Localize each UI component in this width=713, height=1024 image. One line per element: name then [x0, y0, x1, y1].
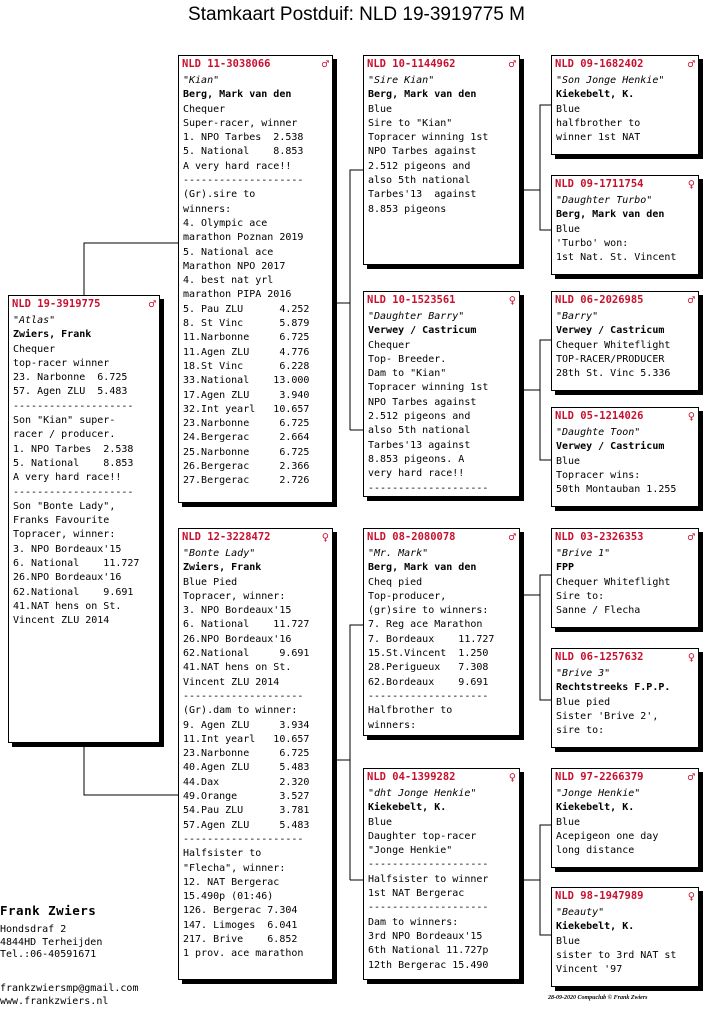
card-line: 57. Agen ZLU 5.483 [13, 386, 128, 398]
card-line: Topracer, winner: [13, 529, 116, 541]
card-line: racer / producer. [13, 429, 116, 441]
card-line: -------------------- [13, 486, 134, 498]
card-line: Blue [556, 223, 581, 235]
ring-number: NLD 10-1523561 [367, 293, 456, 306]
card-line: Halfsister to [183, 848, 262, 860]
sex-icon: ♂ [687, 769, 695, 784]
ring-number-row [552, 769, 698, 785]
card-line: -------------------- [13, 400, 134, 412]
pigeon-name: "Bonte Lady" [183, 548, 256, 559]
card-body [552, 424, 698, 497]
sex-icon: ♀ [687, 176, 695, 191]
sex-icon: ♂ [148, 296, 156, 311]
card-line: -------------------- [183, 175, 304, 187]
sex-icon: ♂ [687, 292, 695, 307]
ring-number-row [364, 529, 519, 545]
card-line: 62.Bordeaux 9.691 [368, 676, 489, 688]
card-line: NPO Tarbes against [368, 396, 477, 408]
card-line: Blue Pied [183, 576, 238, 588]
card-line: 6. National 11.727 [183, 619, 310, 631]
ring-number-row [552, 529, 698, 545]
card-line: 28.Perigueux 7.308 [368, 662, 489, 674]
owner-name: Kiekebelt, K. [556, 802, 635, 814]
sex-icon: ♂ [321, 56, 329, 71]
sex-icon: ♀ [321, 529, 329, 544]
card-line: Tarbes'13 against [368, 189, 477, 201]
owner-name: Berg, Mark van den [556, 209, 665, 221]
sex-icon: ♂ [508, 56, 516, 71]
ring-number-row [552, 56, 698, 72]
card-line: 5. National 8.853 [13, 457, 134, 469]
pedigree-card-sss [551, 55, 699, 155]
card-line: -------------------- [368, 690, 489, 702]
owner-name: FPP [556, 562, 575, 574]
card-line: 40.Agen ZLU 5.483 [183, 762, 310, 774]
breeder-phone: Tel.:06-40591671 [0, 949, 97, 961]
card-line: 1st NAT Bergerac [368, 888, 465, 900]
card-line: Son "Kian" super- [13, 415, 116, 427]
card-line: Sire to: [556, 590, 605, 602]
pedigree-card-ssd [551, 175, 699, 275]
card-line: marathon PIPA 2016 [183, 289, 292, 301]
card-line: 3. NPO Bordeaux'15 [183, 605, 292, 617]
pedigree-card-dds [551, 768, 699, 868]
pigeon-name: "Daughte Toon" [556, 427, 641, 438]
owner-name: Verwey / Castricum [556, 325, 665, 337]
card-line: Halfsister to winner [368, 873, 489, 885]
owner-name: Zwiers, Frank [13, 329, 92, 341]
pigeon-name: "Jonge Henkie" [556, 788, 641, 799]
card-line: winner 1st NAT [556, 132, 641, 144]
card-body [552, 785, 698, 858]
pedigree-card-ss [363, 55, 520, 265]
card-line: Super-racer, winner [183, 117, 298, 129]
ring-number: NLD 98-1947989 [555, 889, 644, 902]
owner-name: Kiekebelt, K. [556, 89, 635, 101]
card-line: A very hard race!! [13, 472, 122, 484]
card-line: 5. National 8.853 [183, 146, 304, 158]
card-line: 3rd NPO Bordeaux'15 [368, 930, 483, 942]
card-line: Marathon NPO 2017 [183, 260, 286, 272]
ring-number: NLD 03-2326353 [555, 530, 644, 543]
ring-number: NLD 09-1682402 [555, 57, 644, 70]
card-line: -------------------- [368, 859, 489, 871]
card-line: 6th National 11.727p [368, 945, 489, 957]
ring-number-row [179, 529, 332, 545]
ring-number: NLD 06-1257632 [555, 650, 644, 663]
card-line: 23. Narbonne 6.725 [13, 372, 128, 384]
card-line: Blue [368, 103, 393, 115]
card-line: A very hard race!! [183, 160, 292, 172]
ring-number: NLD 04-1399282 [367, 770, 456, 783]
card-line: Franks Favourite [13, 515, 110, 527]
card-line: Chequer Whiteflight [556, 576, 671, 588]
card-line: 7. Reg ace Marathon [368, 619, 483, 631]
card-line: long distance [556, 845, 635, 857]
ring-number-row [552, 176, 698, 192]
card-line: 15.St.Vincent 1.250 [368, 648, 489, 660]
ring-number: NLD 06-2026985 [555, 293, 644, 306]
card-line: 'Turbo' won: [556, 237, 629, 249]
pigeon-name: "Beauty" [556, 907, 605, 918]
card-line: 49.Orange 3.527 [183, 791, 310, 803]
card-line: Halfbrother to [368, 705, 453, 717]
ring-number-row [179, 56, 332, 72]
card-line: Blue pied [556, 696, 611, 708]
ring-number: NLD 08-2080078 [367, 530, 456, 543]
card-line: (gr)sire to winners: [368, 605, 489, 617]
card-line: 33.National 13.000 [183, 375, 310, 387]
pedigree-card-sd [363, 291, 520, 497]
card-line: 2.512 pigeons and [368, 411, 471, 423]
card-line: halfbrother to [556, 117, 641, 129]
card-line: 1st Nat. St. Vincent [556, 252, 677, 264]
card-line: 1. NPO Tarbes 2.538 [183, 132, 304, 144]
ring-number-row [552, 649, 698, 665]
card-line: 11.Int yearl 10.657 [183, 733, 310, 745]
pedigree-card-sds [551, 291, 699, 391]
card-line: 2.512 pigeons and [368, 160, 471, 172]
ring-number: NLD 19-3919775 [12, 297, 101, 310]
pedigree-card-dss [551, 528, 699, 628]
card-line: 41.NAT hens on St. [13, 600, 122, 612]
ring-number-row [364, 769, 519, 785]
card-line: Cheq pied [368, 576, 423, 588]
card-line: 126. Bergerac 7.304 [183, 905, 298, 917]
card-line: Vincent ZLU 2014 [183, 676, 280, 688]
card-line: marathon Poznan 2019 [183, 232, 304, 244]
card-line: Sanne / Flecha [556, 605, 641, 617]
card-line: Topracer winning 1st [368, 382, 489, 394]
card-line: Sister 'Brive 2', [556, 710, 659, 722]
card-line: 26.NPO Bordeaux'16 [13, 572, 122, 584]
card-line: 17.Agen ZLU 3.940 [183, 389, 310, 401]
ring-number: NLD 05-1214026 [555, 409, 644, 422]
card-line: Topracer winning 1st [368, 132, 489, 144]
card-line: 217. Brive 6.852 [183, 934, 298, 946]
breeder-address-line: 4844HD Terheijden [0, 936, 103, 948]
card-line: 1 prov. ace marathon [183, 948, 304, 960]
card-body [179, 72, 332, 489]
card-line: "Jonge Henkie" [368, 845, 453, 857]
sex-icon: ♀ [508, 292, 516, 307]
owner-name: Zwiers, Frank [183, 562, 262, 574]
card-line: Top-producer, [368, 590, 447, 602]
card-line: "Flecha", winner: [183, 862, 286, 874]
card-line: -------------------- [368, 902, 489, 914]
card-body [364, 545, 519, 733]
pigeon-name: "Brive 3" [556, 668, 611, 679]
pedigree-card-dam [178, 528, 333, 980]
pedigree-card-dsd [551, 648, 699, 748]
card-line: 28th St. Vinc 5.336 [556, 368, 671, 380]
card-line: top-racer winner [13, 357, 110, 369]
ring-number-row [552, 292, 698, 308]
card-line: 54.Pau ZLU 3.781 [183, 805, 310, 817]
pigeon-name: "Sire Kian" [368, 75, 435, 86]
ring-number-row [364, 56, 519, 72]
card-line: Vincent ZLU 2014 [13, 615, 110, 627]
card-line: Chequer [183, 103, 226, 115]
card-line: Acepigeon one day [556, 830, 659, 842]
card-line: sister to 3rd NAT st [556, 949, 677, 961]
card-line: TOP-RACER/PRODUCER [556, 353, 665, 365]
pigeon-name: "Daughter Turbo" [556, 195, 653, 206]
card-body [552, 904, 698, 977]
card-line: 41.NAT hens on St. [183, 662, 292, 674]
card-line: Vincent '97 [556, 964, 623, 976]
sex-icon: ♀ [508, 769, 516, 784]
card-line: Chequer Whiteflight [556, 339, 671, 351]
card-line: 5. Pau ZLU 4.252 [183, 303, 310, 315]
card-line: 62.National 9.691 [183, 648, 310, 660]
pigeon-name: "Brive 1" [556, 548, 611, 559]
card-line: Son "Bonte Lady", [13, 500, 116, 512]
owner-name: Kiekebelt, K. [556, 921, 635, 933]
card-line: Sire to "Kian" [368, 117, 453, 129]
card-body [552, 192, 698, 265]
card-line: 57.Agen ZLU 5.483 [183, 819, 310, 831]
card-line: 26.NPO Bordeaux'16 [183, 633, 292, 645]
card-line: sire to: [556, 725, 605, 737]
card-body [552, 72, 698, 145]
pedigree-card-sire [178, 55, 333, 503]
card-line: 7. Bordeaux 11.727 [368, 633, 495, 645]
card-line: -------------------- [368, 482, 489, 494]
card-line: 11.Agen ZLU 4.776 [183, 346, 310, 358]
ring-number-row [9, 296, 159, 312]
card-line: Blue [556, 816, 581, 828]
pigeon-name: "Barry" [556, 311, 599, 322]
page-title: Stamkaart Postduif: NLD 19-3919775 M [188, 4, 525, 25]
card-line: 3. NPO Bordeaux'15 [13, 543, 122, 555]
sex-icon: ♂ [687, 56, 695, 71]
owner-name: Kiekebelt, K. [368, 802, 447, 814]
card-line: winners: [368, 719, 417, 731]
card-line: (Gr).dam to winner: [183, 705, 298, 717]
card-line: 12th Bergerac 15.490 [368, 959, 489, 971]
card-line: 25.Narbonne 6.725 [183, 446, 310, 458]
card-line: 11.Narbonne 6.725 [183, 332, 310, 344]
pigeon-name: "Kian" [183, 75, 220, 86]
owner-name: Berg, Mark van den [368, 89, 477, 101]
card-line: 4. best nat yrl [183, 275, 274, 287]
ring-number-row [364, 292, 519, 308]
breeder-email[interactable]: frankzwiersmp@gmail.com [0, 983, 139, 994]
card-body [179, 545, 332, 962]
card-line: 4. Olympic ace [183, 217, 268, 229]
sex-icon: ♂ [687, 529, 695, 544]
pigeon-name: "Atlas" [13, 315, 56, 326]
card-line: 18.St Vinc 6.228 [183, 360, 310, 372]
card-line: -------------------- [183, 833, 304, 845]
card-line: NPO Tarbes against [368, 146, 477, 158]
ring-number: NLD 09-1711754 [555, 177, 644, 190]
pedigree-card-sdd [551, 407, 699, 507]
card-line: also 5th national [368, 425, 471, 437]
card-body [9, 312, 159, 629]
card-line: 15.490p (01:46) [183, 891, 274, 903]
card-line: 5. National ace [183, 246, 274, 258]
breeder-address-line: Hondsdraf 2 [0, 923, 67, 935]
pedigree-card-ds [363, 528, 520, 736]
footer-credit: 28-09-2020 Compuclub © Frank Zwiers [548, 995, 648, 1001]
card-line: Blue [556, 455, 581, 467]
card-line: Topracer wins: [556, 469, 641, 481]
card-line: Dam to "Kian" [368, 368, 447, 380]
ring-number: NLD 11-3038066 [182, 57, 271, 70]
card-line: 32.Int yearl 10.657 [183, 403, 310, 415]
pedigree-card-ddd [551, 887, 699, 987]
card-line: 50th Montauban 1.255 [556, 484, 677, 496]
card-line: 12. NAT Bergerac [183, 876, 280, 888]
pedigree-card-self [8, 295, 160, 743]
breeder-info [0, 905, 102, 962]
card-line: Blue [556, 935, 581, 947]
owner-name: Berg, Mark van den [368, 562, 477, 574]
owner-name: Berg, Mark van den [183, 89, 292, 101]
card-line: 8.853 pigeons. A [368, 453, 465, 465]
card-body [552, 545, 698, 618]
card-body [364, 785, 519, 973]
owner-name: Rechtstreeks F.P.P. [556, 682, 671, 694]
card-line: Tarbes'13 against [368, 439, 471, 451]
sex-icon: ♀ [687, 408, 695, 423]
card-line: 147. Limoges 6.041 [183, 919, 298, 931]
ring-number: NLD 12-3228472 [182, 530, 271, 543]
card-line: 62.National 9.691 [13, 586, 134, 598]
ring-number-row [552, 408, 698, 424]
owner-name: Verwey / Castricum [368, 325, 477, 337]
card-line: Chequer [13, 343, 56, 355]
card-line: Topracer, winner: [183, 590, 286, 602]
card-line: Blue [368, 816, 393, 828]
card-line: 1. NPO Tarbes 2.538 [13, 443, 134, 455]
ring-number: NLD 97-2266379 [555, 770, 644, 783]
card-line: very hard race!! [368, 468, 465, 480]
breeder-contact [0, 982, 138, 1008]
card-line: Top- Breeder. [368, 353, 447, 365]
card-line: 24.Bergerac 2.664 [183, 432, 310, 444]
card-body [552, 665, 698, 738]
card-line: 8.853 pigeons [368, 203, 447, 215]
sex-icon: ♀ [687, 888, 695, 903]
sex-icon: ♀ [687, 649, 695, 664]
pigeon-name: "dht Jonge Henkie" [368, 788, 477, 799]
sex-icon: ♂ [508, 529, 516, 544]
card-line: 6. National 11.727 [13, 558, 140, 570]
pigeon-name: "Daughter Barry" [368, 311, 465, 322]
card-body [364, 72, 519, 217]
card-line: 8. St Vinc 5.879 [183, 318, 310, 330]
breeder-website[interactable]: www.frankzwiers.nl [0, 996, 109, 1007]
pedigree-card-dd [363, 768, 520, 980]
card-body [364, 308, 519, 496]
card-line: Blue [556, 103, 581, 115]
card-line: Chequer [368, 339, 411, 351]
card-body [552, 308, 698, 381]
ring-number: NLD 10-1144962 [367, 57, 456, 70]
ring-number-row [552, 888, 698, 904]
card-line: -------------------- [183, 690, 304, 702]
pigeon-name: "Mr. Mark" [368, 548, 429, 559]
card-line: also 5th national [368, 175, 471, 187]
card-line: winners: [183, 203, 232, 215]
card-line: 23.Narbonne 6.725 [183, 748, 310, 760]
card-line: 23.Narbonne 6.725 [183, 418, 310, 430]
card-line: 27.Bergerac 2.726 [183, 475, 310, 487]
card-line: 26.Bergerac 2.366 [183, 461, 310, 473]
card-line: (Gr).sire to [183, 189, 256, 201]
pigeon-name: "Son Jonge Henkie" [556, 75, 665, 86]
card-line: 9. Agen ZLU 3.934 [183, 719, 310, 731]
owner-name: Verwey / Castricum [556, 441, 665, 453]
card-line: 44.Dax 2.320 [183, 776, 310, 788]
breeder-name: Frank Zwiers [0, 903, 97, 918]
card-line: Daughter top-racer [368, 830, 477, 842]
card-line: Dam to winners: [368, 916, 459, 928]
